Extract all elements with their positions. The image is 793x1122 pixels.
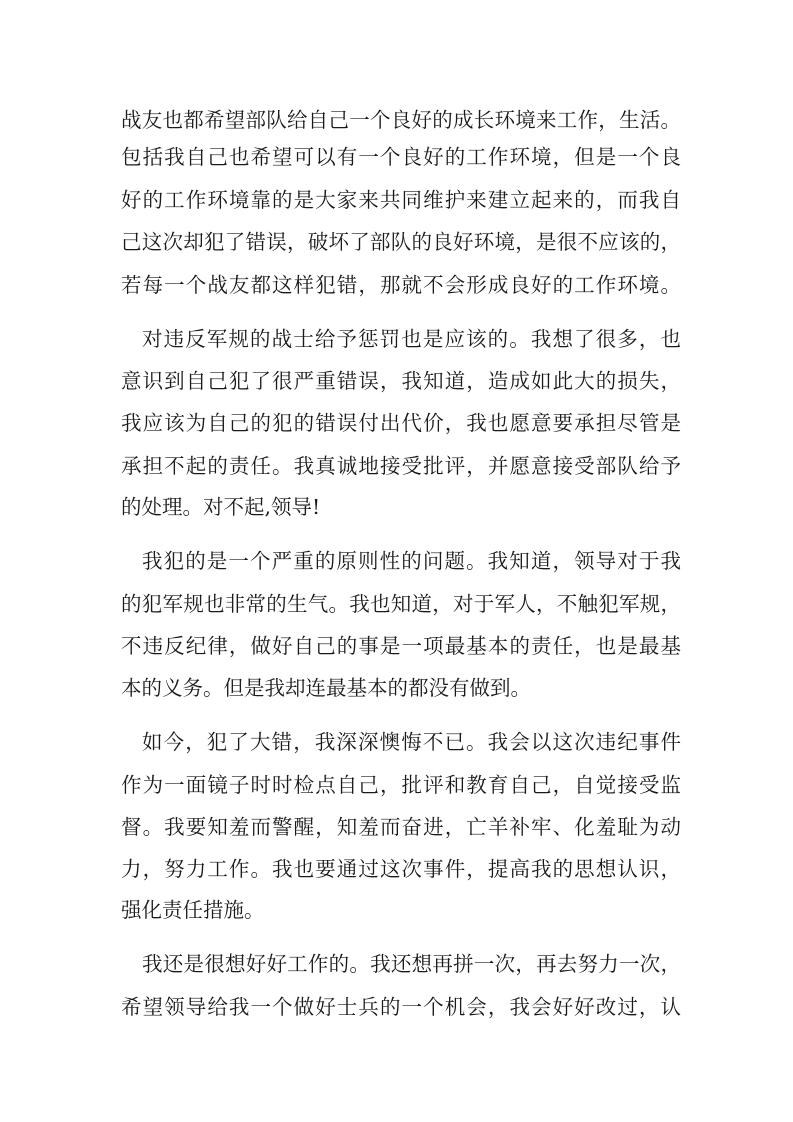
- paragraph-1-line-1: 战友也都希望部队给自己一个良好的成长环境来工作，生活。: [121, 108, 681, 132]
- paragraph-4-line-5: 强化责任措施。: [121, 898, 265, 922]
- paragraph-3-line-3: 不违反纪律，做好自己的事是一项最基本的责任，也是最基: [121, 634, 681, 658]
- paragraph-2-line-4: 承担不起的责任。我真诚地接受批评，并愿意接受部队给予: [121, 454, 681, 478]
- paragraph-3-line-2: 的犯军规也非常的生气。我也知道，对于军人，不触犯军规，: [121, 592, 681, 616]
- paragraph-2-line-1: 对违反军规的战士给予惩罚也是应该的。我想了很多，也: [142, 327, 681, 351]
- paragraph-5-line-1: 我还是很想好好工作的。我还想再拼一次，再去努力一次，: [142, 952, 681, 976]
- paragraph-4-line-2: 作为一面镜子时时检点自己，批评和教育自己，自觉接受监: [121, 773, 681, 797]
- paragraph-4-line-3: 督。我要知羞而警醒，知羞而奋进，亡羊补牢、化羞耻为动: [121, 815, 681, 839]
- paragraph-1-line-2: 包括我自己也希望可以有一个良好的工作环境，但是一个良: [121, 145, 681, 169]
- paragraph-5-line-2: 希望领导给我一个做好士兵的一个机会，我会好好改过，认: [121, 995, 681, 1019]
- paragraph-2-line-3: 我应该为自己的犯的错误付出代价，我也愿意要承担尽管是: [121, 411, 681, 435]
- paragraph-3-line-1: 我犯的是一个严重的原则性的问题。我知道，领导对于我: [142, 549, 681, 573]
- paragraph-1-line-5: 若每一个战友都这样犯错，那就不会形成良好的工作环境。: [121, 273, 681, 297]
- paragraph-4-line-4: 力，努力工作。我也要通过这次事件，提高我的思想认识，: [121, 857, 681, 881]
- paragraph-1-line-3: 好的工作环境靠的是大家来共同维护来建立起来的，而我自: [121, 188, 681, 212]
- paragraph-3-line-4: 本的义务。但是我却连最基本的都没有做到。: [121, 676, 531, 700]
- paragraph-1-line-4: 己这次却犯了错误，破坏了部队的良好环境，是很不应该的，: [121, 230, 681, 254]
- paragraph-2-line-5: 的处理。对不起,领导!: [121, 495, 321, 519]
- paragraph-4-line-1: 如今，犯了大错，我深深懊悔不已。我会以这次违纪事件: [142, 730, 681, 754]
- paragraph-2-line-2: 意识到自己犯了很严重错误，我知道，造成如此大的损失，: [121, 369, 681, 393]
